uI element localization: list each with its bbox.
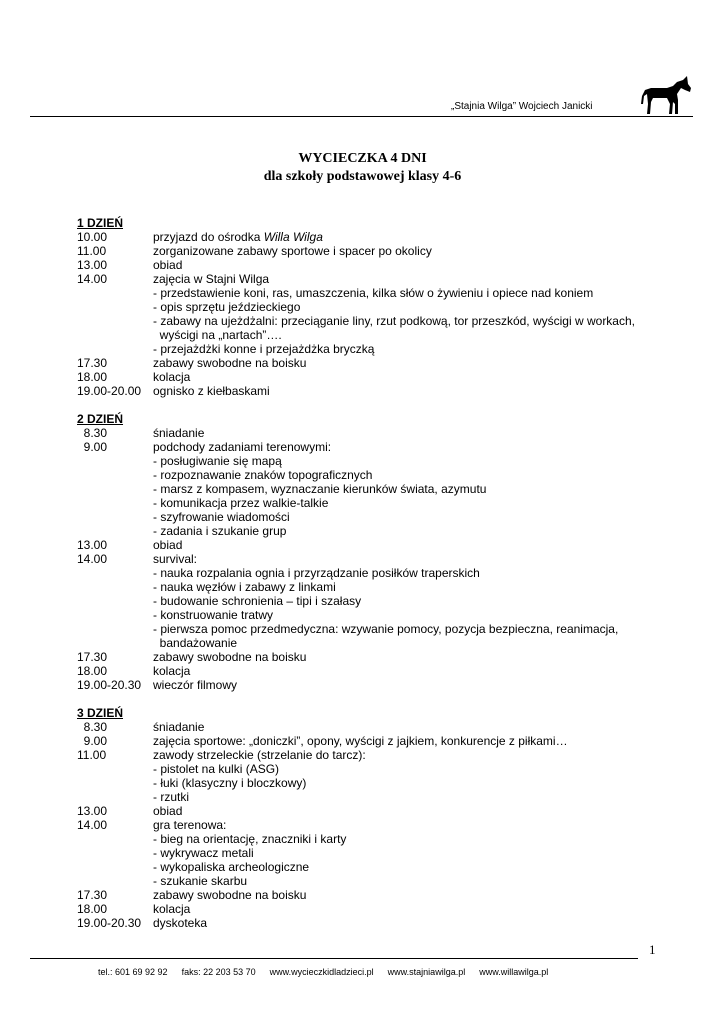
schedule-row bbox=[77, 776, 677, 790]
schedule-time bbox=[77, 510, 153, 524]
schedule-time: 19.00-20.30 bbox=[77, 916, 142, 930]
schedule-row bbox=[77, 608, 677, 622]
schedule-description bbox=[153, 832, 677, 846]
schedule-description-text: zabawy swobodne na boisku bbox=[153, 888, 307, 902]
schedule-description-text: podchody zadaniami terenowymi: bbox=[153, 440, 332, 454]
schedule-row bbox=[77, 846, 677, 860]
schedule-description bbox=[153, 622, 677, 636]
schedule-row bbox=[77, 496, 677, 510]
schedule-row bbox=[77, 244, 677, 258]
day-heading: 1 DZIEŃ bbox=[77, 216, 124, 230]
schedule-time bbox=[77, 566, 153, 580]
schedule-row bbox=[77, 552, 677, 566]
schedule-row bbox=[77, 538, 677, 552]
schedule-description-text: - wykopaliska archeologiczne bbox=[153, 860, 310, 874]
schedule-description-text: - przejażdżki konne i przejażdżka bryczką bbox=[153, 342, 375, 356]
schedule-time: 17.30 bbox=[77, 650, 108, 664]
schedule-time bbox=[77, 314, 153, 328]
schedule-description bbox=[153, 468, 677, 482]
schedule-description bbox=[153, 300, 677, 314]
schedule-description-text: obiad bbox=[153, 538, 183, 552]
schedule-time: 17.30 bbox=[77, 356, 108, 370]
schedule-time bbox=[77, 328, 153, 342]
schedule-description bbox=[153, 608, 677, 622]
schedule-description bbox=[153, 384, 677, 398]
schedule-row bbox=[77, 370, 677, 384]
schedule-row bbox=[77, 664, 677, 678]
schedule-row bbox=[77, 650, 677, 664]
schedule-description bbox=[153, 916, 677, 930]
schedule-time bbox=[77, 622, 153, 636]
schedule-time bbox=[77, 286, 153, 300]
schedule-description-text: - bieg na orientację, znaczniki i karty bbox=[153, 832, 347, 846]
schedule-description-text: - rozpoznawanie znaków topograficznych bbox=[153, 468, 373, 482]
day-spacer bbox=[77, 692, 677, 706]
schedule-row bbox=[77, 860, 677, 874]
schedule-description-text: - wykrywacz metali bbox=[153, 846, 254, 860]
schedule-row bbox=[77, 258, 677, 272]
schedule-row bbox=[77, 468, 677, 482]
schedule-description-text: - zadania i szukanie grup bbox=[153, 524, 287, 538]
schedule-description-text: kolacja bbox=[153, 664, 191, 678]
schedule-time: 10.00 bbox=[77, 230, 108, 244]
schedule-time: 18.00 bbox=[77, 664, 108, 678]
schedule-time bbox=[77, 580, 153, 594]
schedule-description-text: - pistolet na kulki (ASG) bbox=[153, 762, 280, 776]
schedule-time: 17.30 bbox=[77, 888, 108, 902]
schedule-description bbox=[153, 314, 677, 328]
schedule-row bbox=[77, 622, 677, 636]
schedule-description-text: - marsz z kompasem, wyznaczanie kierunków świata, azymutu bbox=[153, 482, 487, 496]
schedule-row bbox=[77, 328, 677, 342]
schedule-description bbox=[153, 748, 677, 762]
schedule-description bbox=[153, 594, 677, 608]
schedule-row bbox=[77, 762, 677, 776]
schedule-description-text: obiad bbox=[153, 804, 183, 818]
schedule-time: 14.00 bbox=[77, 552, 108, 566]
schedule-description-text: zabawy swobodne na boisku bbox=[153, 650, 307, 664]
title-line-2: dla szkoły podstawowej klasy 4-6 bbox=[263, 169, 462, 184]
schedule-time bbox=[77, 342, 153, 356]
schedule bbox=[77, 216, 677, 930]
footer-site-1: www.wycieczkidladzieci.pl bbox=[269, 967, 374, 977]
schedule-description-text: zajęcia sportowe: „doniczki”, opony, wyścigi z jajkiem, konkurencje z piłkami… bbox=[153, 734, 568, 748]
schedule-description bbox=[153, 566, 677, 580]
schedule-time bbox=[77, 482, 153, 496]
schedule-time bbox=[77, 468, 153, 482]
schedule-time bbox=[77, 790, 153, 804]
schedule-row bbox=[77, 818, 677, 832]
footer-site-3: www.willawilga.pl bbox=[479, 967, 549, 977]
schedule-time: 18.00 bbox=[77, 902, 108, 916]
schedule-description-text: śniadanie bbox=[153, 426, 205, 440]
schedule-description-text: kolacja bbox=[153, 370, 191, 384]
schedule-description-text: zorganizowane zabawy sportowe i spacer po okolicy bbox=[153, 244, 432, 258]
schedule-time: 19.00-20.30 bbox=[77, 678, 142, 692]
schedule-description bbox=[153, 538, 677, 552]
schedule-description-text: - pierwsza pomoc przedmedyczna: wzywanie pomocy, pozycja bezpieczna, reanimacja, bbox=[153, 622, 619, 636]
schedule-description bbox=[153, 496, 677, 510]
footer bbox=[98, 967, 562, 977]
schedule-row bbox=[77, 272, 677, 286]
schedule-row bbox=[77, 454, 677, 468]
header-rule bbox=[30, 116, 693, 117]
schedule-time: 11.00 bbox=[77, 748, 107, 762]
schedule-time bbox=[77, 636, 153, 650]
schedule-row bbox=[77, 832, 677, 846]
schedule-description bbox=[153, 244, 677, 258]
schedule-time bbox=[77, 762, 153, 776]
schedule-time: 9.00 bbox=[77, 440, 108, 454]
schedule-description bbox=[153, 580, 677, 594]
schedule-row bbox=[77, 384, 677, 398]
schedule-time bbox=[77, 524, 153, 538]
schedule-description-text: gra terenowa: bbox=[153, 818, 227, 832]
schedule-description bbox=[153, 650, 677, 664]
schedule-time: 13.00 bbox=[77, 258, 108, 272]
schedule-time: 19.00-20.00 bbox=[77, 384, 142, 398]
schedule-description-text: - rzutki bbox=[153, 790, 189, 804]
schedule-description-text: obiad bbox=[153, 258, 183, 272]
schedule-description-text: wyścigi na „nartach”…. bbox=[153, 328, 282, 342]
schedule-row bbox=[77, 734, 677, 748]
schedule-row bbox=[77, 720, 677, 734]
schedule-time: 18.00 bbox=[77, 370, 108, 384]
schedule-row bbox=[77, 874, 677, 888]
schedule-time bbox=[77, 846, 153, 860]
schedule-row bbox=[77, 678, 677, 692]
schedule-row bbox=[77, 902, 677, 916]
day-heading: 2 DZIEŃ bbox=[77, 412, 124, 426]
schedule-description bbox=[153, 846, 677, 860]
header-text: „Stajnia Wilga” Wojciech Janicki bbox=[451, 101, 593, 112]
schedule-description-text: - łuki (klasyczny i bloczkowy) bbox=[153, 776, 307, 790]
schedule-row bbox=[77, 510, 677, 524]
schedule-description bbox=[153, 426, 677, 440]
schedule-description-text: - komunikacja przez walkie-talkie bbox=[153, 496, 329, 510]
schedule-description bbox=[153, 230, 677, 244]
page-number: 1 bbox=[649, 942, 656, 957]
schedule-row bbox=[77, 748, 677, 762]
schedule-row bbox=[77, 230, 677, 244]
footer-rule bbox=[30, 958, 638, 959]
schedule-description bbox=[153, 440, 677, 454]
schedule-description bbox=[153, 552, 677, 566]
schedule-description-text: - nauka rozpalania ognia i przyrządzanie posiłków traperskich bbox=[153, 566, 480, 580]
schedule-time bbox=[77, 874, 153, 888]
schedule-description bbox=[153, 776, 677, 790]
schedule-description bbox=[153, 888, 677, 902]
schedule-description-text: kolacja bbox=[153, 902, 191, 916]
schedule-time bbox=[77, 300, 153, 314]
schedule-row bbox=[77, 580, 677, 594]
schedule-time bbox=[77, 776, 153, 790]
schedule-time: 13.00 bbox=[77, 804, 108, 818]
schedule-description bbox=[153, 790, 677, 804]
schedule-description-text: ognisko z kiełbaskami bbox=[153, 384, 270, 398]
schedule-row bbox=[77, 440, 677, 454]
schedule-time bbox=[77, 454, 153, 468]
schedule-time: 9.00 bbox=[77, 734, 108, 748]
schedule-description bbox=[153, 762, 677, 776]
schedule-description bbox=[153, 678, 677, 692]
schedule-description-text: dyskoteka bbox=[153, 916, 208, 930]
schedule-description-text: - szyfrowanie wiadomości bbox=[153, 510, 290, 524]
schedule-row bbox=[77, 524, 677, 538]
schedule-description-text: - zabawy na ujeżdżalni: przeciąganie liny, rzut podkową, tor przeszkód, wyścigi w workach, bbox=[153, 314, 635, 328]
schedule-time: 8.30 bbox=[77, 720, 108, 734]
schedule-description-text: - przedstawienie koni, ras, umaszczenia, kilka słów o żywieniu i opiece nad koniem bbox=[153, 286, 594, 300]
schedule-time: 13.00 bbox=[77, 538, 108, 552]
schedule-time bbox=[77, 594, 153, 608]
schedule-description bbox=[153, 874, 677, 888]
schedule-row bbox=[77, 300, 677, 314]
schedule-description bbox=[153, 328, 677, 342]
schedule-description bbox=[153, 524, 677, 538]
schedule-row bbox=[77, 566, 677, 580]
schedule-time: 14.00 bbox=[77, 272, 108, 286]
schedule-description bbox=[153, 454, 677, 468]
schedule-description-text: survival: bbox=[153, 552, 198, 566]
schedule-description bbox=[153, 902, 677, 916]
day-heading: 3 DZIEŃ bbox=[77, 706, 124, 720]
document-title bbox=[0, 150, 725, 186]
schedule-description bbox=[153, 804, 677, 818]
schedule-description-text: wieczór filmowy bbox=[153, 678, 238, 692]
schedule-description-text: - konstruowanie tratwy bbox=[153, 608, 274, 622]
schedule-row bbox=[77, 790, 677, 804]
footer-site-2: www.stajniawilga.pl bbox=[387, 967, 466, 977]
schedule-row bbox=[77, 888, 677, 902]
schedule-row bbox=[77, 314, 677, 328]
schedule-row bbox=[77, 356, 677, 370]
schedule-row bbox=[77, 916, 677, 930]
schedule-description-text: zawody strzeleckie (strzelanie do tarcz): bbox=[153, 748, 366, 762]
schedule-row bbox=[77, 594, 677, 608]
schedule-description bbox=[153, 720, 677, 734]
schedule-description bbox=[153, 734, 677, 748]
schedule-description-text: przyjazd do ośrodka bbox=[153, 230, 264, 244]
schedule-description bbox=[153, 272, 677, 286]
schedule-description bbox=[153, 342, 677, 356]
schedule-row bbox=[77, 286, 677, 300]
schedule-description-text: bandażowanie bbox=[153, 636, 238, 650]
schedule-row bbox=[77, 426, 677, 440]
schedule-time bbox=[77, 860, 153, 874]
schedule-description bbox=[153, 818, 677, 832]
schedule-time bbox=[77, 496, 153, 510]
schedule-description-text: zabawy swobodne na boisku bbox=[153, 356, 307, 370]
schedule-time bbox=[77, 832, 153, 846]
venue-name: Willa Wilga bbox=[263, 230, 323, 244]
schedule-description bbox=[153, 482, 677, 496]
horse-silhouette-icon bbox=[637, 74, 691, 116]
schedule-row bbox=[77, 804, 677, 818]
footer-phone: tel.: 601 69 92 92 bbox=[98, 967, 168, 977]
schedule-description bbox=[153, 370, 677, 384]
title-line-1: WYCIECZKA 4 DNI bbox=[298, 151, 427, 166]
schedule-description bbox=[153, 664, 677, 678]
schedule-row bbox=[77, 636, 677, 650]
schedule-description-text: śniadanie bbox=[153, 720, 205, 734]
schedule-description bbox=[153, 636, 677, 650]
schedule-description bbox=[153, 510, 677, 524]
schedule-description bbox=[153, 258, 677, 272]
schedule-time bbox=[77, 608, 153, 622]
schedule-description bbox=[153, 860, 677, 874]
schedule-time: 8.30 bbox=[77, 426, 108, 440]
schedule-description-text: - budowanie schronienia – tipi i szałasy bbox=[153, 594, 362, 608]
schedule-row bbox=[77, 342, 677, 356]
schedule-description bbox=[153, 356, 677, 370]
schedule-time: 11.00 bbox=[77, 244, 107, 258]
schedule-description-text: - posługiwanie się mapą bbox=[153, 454, 282, 468]
schedule-description-text: zajęcia w Stajni Wilga bbox=[153, 272, 270, 286]
schedule-time: 14.00 bbox=[77, 818, 108, 832]
schedule-description-text: - nauka węzłów i zabawy z linkami bbox=[153, 580, 336, 594]
schedule-description-text: - szukanie skarbu bbox=[153, 874, 248, 888]
schedule-row bbox=[77, 482, 677, 496]
footer-fax: faks: 22 203 53 70 bbox=[181, 967, 256, 977]
schedule-description-text: - opis sprzętu jeździeckiego bbox=[153, 300, 301, 314]
day-spacer bbox=[77, 398, 677, 412]
schedule-description bbox=[153, 286, 677, 300]
